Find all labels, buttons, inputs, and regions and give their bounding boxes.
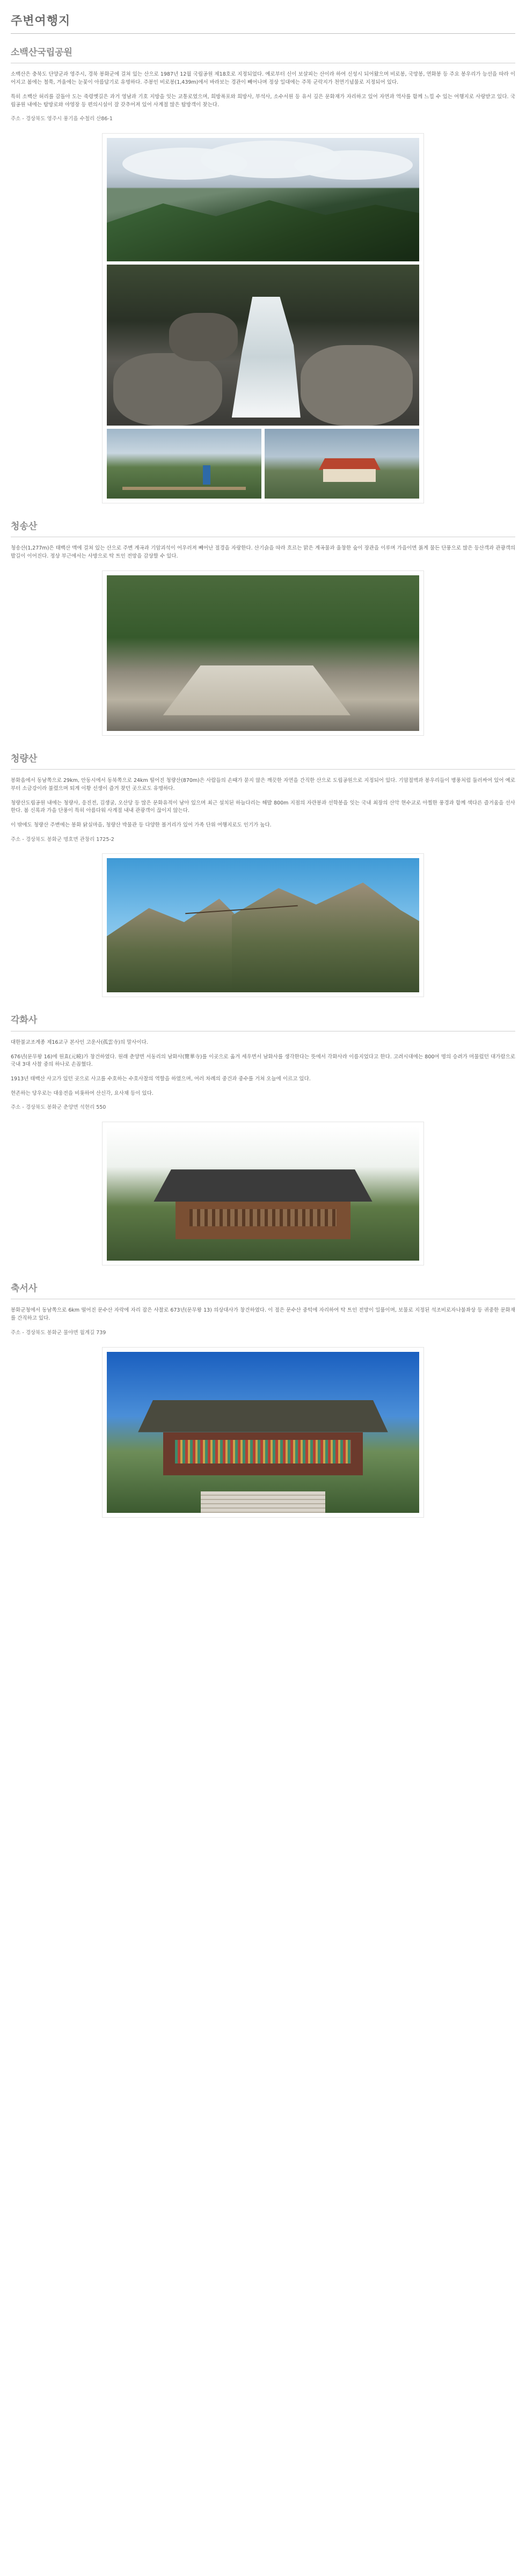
section-paragraph: 대한불교조계종 제16교구 본사인 고운사(孤雲寺)의 말사이다. bbox=[11, 1039, 148, 1045]
section-paragraph: 676년(문무왕 16)에 원효(元曉)가 창건하였다. 원래 춘양면 서동리의 남화사(覽華寺)를 이곳으로 옮겨 세우면서 남화사를 생각한다는 뜻에서 각화사라 이름지었다고 한다. 고려시대에는 800여 명의 승려가 머물렀던 대가람으로 국내 3대 사찰 중의 하나로 손꼽혔다. bbox=[11, 1053, 515, 1068]
section-cheongnyangsan bbox=[11, 752, 515, 998]
section-paragraph: 소백산은 충북도 단양군과 영주시, 경북 봉화군에 걸쳐 있는 산으로 1987년 12월 국립공원 제18호로 지정되었다. 예로부터 신이 보살피는 산이라 하여 신성시 되어왔으며 비로봉, 국망봉, 연화봉 등 주요 봉우리가 능선을 따라 이어지고 봄에는 철쭉, 겨울에는 눈꽃이 아름답기로 유명하다. 주봉인 비로봉(1,439m)에서 바라보는 경관이 빼어나며 정상 일대에는 주목 군락지가 천연기념물로 지정되어 있다. bbox=[11, 71, 515, 86]
waterfall-photo bbox=[107, 265, 419, 426]
photo-gallery bbox=[102, 1347, 424, 1518]
section-address: 주소 - 경상북도 봉화군 명호면 관창리 1725-2 bbox=[11, 836, 114, 843]
section-paragraph: 현존하는 당우로는 대웅전을 비롯하여 산신각, 요사채 등이 있다. bbox=[11, 1090, 154, 1096]
section-gakhwasa bbox=[11, 1013, 515, 1265]
photo-gallery bbox=[102, 853, 424, 997]
section-paragraph: 청송산(1,277m)은 태백산 맥에 걸쳐 있는 산으로 주변 계곡과 기암괴석이 어우러져 빼어난 절경을 자랑한다. 산기슭을 따라 흐르는 맑은 계곡물과 울창한 숲이 장관을 이루며 가을이면 붉게 물든 단풍으로 많은 등산객과 관광객의 발길이 이어진다. 정상 부근에서는 사방으로 탁 트인 전망을 감상할 수 있다. bbox=[11, 545, 515, 560]
section-title: 축서사 bbox=[11, 1283, 38, 1294]
valley-river-photo bbox=[107, 575, 419, 731]
title-divider bbox=[11, 33, 515, 34]
section-paragraph: 1913년 태백산 사고가 있던 곳으로 사고를 수호하는 수호사찰의 역할을 하였으며, 여러 차례의 중건과 중수를 거쳐 오늘에 이르고 있다. bbox=[11, 1075, 311, 1082]
section-sobaeksan bbox=[11, 46, 515, 503]
section-address: 주소 - 경상북도 봉화군 춘양면 석현리 550 bbox=[11, 1104, 106, 1111]
section-cheongsongsan bbox=[11, 519, 515, 736]
photo-gallery bbox=[102, 133, 424, 503]
section-title: 청량산 bbox=[11, 753, 38, 764]
rest-area-photo bbox=[265, 429, 419, 499]
section-title: 청송산 bbox=[11, 521, 38, 532]
section-title: 소백산국립공원 bbox=[11, 47, 72, 58]
section-title: 각화사 bbox=[11, 1015, 38, 1026]
photo-gallery bbox=[102, 570, 424, 736]
section-paragraph: 이 밖에도 청량산 주변에는 봉화 닭실마을, 청량산 박물관 등 다양한 볼거리가 있어 가족 단위 여행지로도 인기가 높다. bbox=[11, 822, 272, 829]
page-title: 주변여행지 bbox=[11, 14, 71, 28]
section-divider bbox=[11, 769, 515, 770]
section-paragraph: 봉화군청에서 동남쪽으로 6km 떨어진 문수산 자락에 자리 잡은 사찰로 673년(문무왕 13) 의상대사가 창건하였다. 이 절은 문수산 중턱에 자리하여 탁 트인 전망이 일품이며, 보물로 지정된 석조비로자나불좌상 등 귀중한 문화재를 간직하고 있다. bbox=[11, 1307, 515, 1322]
mountain-clouds-photo bbox=[107, 138, 419, 261]
section-address: 주소 - 경상북도 봉화군 물야면 월계길 739 bbox=[11, 1329, 106, 1336]
rocky-peaks-photo bbox=[107, 858, 419, 992]
section-chukseosa bbox=[11, 1282, 515, 1518]
section-paragraph: 청량산도립공원 내에는 청량사, 응진전, 김생굴, 오산당 등 많은 문화유적이 남아 있으며 최근 설치된 하늘다리는 해발 800m 지점의 자란봉과 선학봉을 잇는 국내 최장의 산악 현수교로 아찔한 풍경과 함께 색다른 즐거움을 선사한다. 봄 신록과 가을 단풍이 특히 아름다워 사계절 내내 관광객이 끊이지 않는다. bbox=[11, 800, 515, 814]
photo-gallery bbox=[102, 1122, 424, 1265]
station-photo bbox=[107, 429, 261, 499]
section-address: 주소 - 경상북도 영주시 풍기읍 수철리 산86-1 bbox=[11, 116, 113, 122]
temple-pavilion-photo bbox=[107, 1352, 419, 1513]
small-photo-row bbox=[107, 429, 419, 499]
section-paragraph: 봉화읍에서 동남쪽으로 29km, 안동시에서 동북쪽으로 24km 떨어진 청량산(870m)은 사람들의 손때가 묻지 않은 깨끗한 자연을 간직한 산으로 도립공원으로 지정되어 있다. 기암절벽과 봉우리들이 병풍처럼 둘러싸여 있어 예로부터 소금강이라 불렸으며 퇴계 이황 선생이 즐겨 찾던 곳으로도 유명하다. bbox=[11, 778, 515, 792]
temple-hall-photo bbox=[107, 1126, 419, 1261]
section-paragraph: 특히 소백산 허리를 감돌아 도는 죽령옛길은 과거 영남과 기호 지방을 잇는 교통로였으며, 희방폭포와 희방사, 부석사, 소수서원 등 유서 깊은 문화재가 자리하고 있어 자연과 역사를 함께 느낄 수 있는 여행지로 사랑받고 있다. 국립공원 내에는 탐방로와 야영장 등 편의시설이 잘 갖추어져 있어 사계절 많은 탐방객이 찾는다. bbox=[11, 93, 515, 108]
